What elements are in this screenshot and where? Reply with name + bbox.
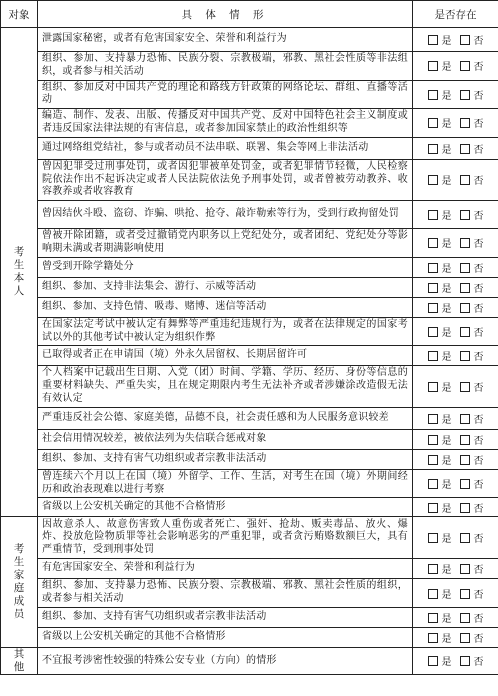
yes-label: 是	[441, 62, 452, 74]
section-label-text: 其他	[13, 647, 25, 673]
yes-checkbox[interactable]	[428, 589, 438, 599]
yes-checkbox[interactable]	[428, 327, 438, 337]
exist-options	[413, 627, 498, 647]
yes-checkbox[interactable]	[428, 613, 438, 623]
situation-text: 有危害国家安全、荣誉和利益行为	[38, 559, 413, 579]
situation-text: 曾因犯罪受过刑事处罚，或者因犯罪被单处罚金，或者犯罪情节轻微，人民检察院依法作出不起诉决定或者人民法院依法免予刑事处罚，或者曾被劳动教养、收容教养或者收容教育	[38, 159, 413, 200]
no-label: 否	[473, 119, 484, 131]
exist-options	[413, 80, 498, 109]
no-checkbox[interactable]	[460, 61, 470, 71]
yes-label: 是	[441, 90, 452, 102]
table-row	[1, 137, 498, 159]
situation-text: 组织、参加、支持暴力恐怖、民族分裂、宗教极端，邪教、黑社会性质等非法组织，或者参与相关活动	[38, 52, 413, 81]
no-label: 否	[473, 36, 484, 47]
header-object: 对象	[1, 1, 38, 28]
no-checkbox[interactable]	[460, 327, 470, 337]
no-label: 否	[473, 503, 484, 515]
yes-checkbox[interactable]	[428, 435, 438, 445]
no-label: 否	[473, 283, 484, 295]
no-checkbox[interactable]	[460, 35, 470, 45]
yes-checkbox[interactable]	[428, 175, 438, 185]
situation-text: 社会信用情况较差，被依法列为失信联合惩戒对象	[38, 429, 413, 449]
yes-label: 是	[441, 633, 452, 645]
yes-label: 是	[441, 455, 452, 467]
no-label: 否	[473, 435, 484, 447]
table-row	[1, 109, 498, 138]
no-label: 否	[473, 534, 484, 546]
no-label: 否	[473, 328, 484, 340]
yes-label: 是	[441, 414, 452, 426]
yes-checkbox[interactable]	[428, 533, 438, 543]
situation-text: 省级以上公安机关确定的其他不合格情形	[38, 498, 413, 517]
table-row	[1, 28, 498, 52]
yes-label: 是	[441, 352, 452, 364]
no-label: 否	[473, 414, 484, 426]
yes-checkbox[interactable]	[428, 351, 438, 361]
no-label: 否	[473, 455, 484, 467]
yes-label: 是	[441, 480, 452, 492]
yes-checkbox[interactable]	[428, 633, 438, 643]
no-checkbox[interactable]	[460, 533, 470, 543]
yes-label: 是	[441, 303, 452, 315]
no-label: 否	[473, 303, 484, 315]
no-label: 否	[473, 211, 484, 223]
situation-text: 组织、参加反对中国共产党的理论和路线方针政策的网络论坛、群组、直播等活动	[38, 80, 413, 109]
situation-text: 在国家法定考试中被认定有舞弊等严重违纪违规行为，或者在法律规定的国家考试以外的其他考试中被认定为组织作弊	[38, 317, 413, 346]
no-checkbox[interactable]	[460, 118, 470, 128]
exist-options	[413, 201, 498, 229]
yes-checkbox[interactable]	[428, 238, 438, 248]
yes-label: 是	[441, 144, 452, 156]
exist-options	[413, 407, 498, 429]
no-checkbox[interactable]	[460, 589, 470, 599]
yes-checkbox[interactable]	[428, 118, 438, 128]
no-checkbox[interactable]	[460, 303, 470, 313]
no-checkbox[interactable]	[460, 283, 470, 293]
no-checkbox[interactable]	[460, 351, 470, 361]
situation-text: 严重违反社会公德、家庭美德，品德不良，社会责任感和为人民服务意识较差	[38, 407, 413, 429]
yes-checkbox[interactable]	[428, 414, 438, 424]
yes-label: 是	[441, 263, 452, 275]
no-label: 否	[473, 176, 484, 188]
yes-label: 是	[441, 211, 452, 223]
no-label: 否	[473, 62, 484, 74]
no-label: 否	[473, 263, 484, 275]
yes-checkbox[interactable]	[428, 382, 438, 392]
yes-checkbox[interactable]	[428, 263, 438, 273]
yes-checkbox[interactable]	[428, 455, 438, 465]
header-content-label: 具 体 情 形	[181, 8, 269, 21]
header-exist: 是否存在	[413, 1, 498, 28]
situation-text: 个人档案中记载出生日期、入党（团）时间、学籍、学历、经历、身份等信息的重要材料缺失、严重失实，且在规定期限内考生无法补齐或者涉嫌涂改造假无法有效认定	[38, 366, 413, 407]
no-label: 否	[473, 90, 484, 102]
situation-text: 曾被开除团籍，或者受过撤销党内职务以上党纪处分，或者团纪、党纪处分等影响期未满或者期满影响使用	[38, 229, 413, 258]
exist-options	[413, 366, 498, 407]
table-row	[1, 229, 498, 258]
no-checkbox[interactable]	[460, 414, 470, 424]
yes-checkbox[interactable]	[428, 144, 438, 154]
no-label: 否	[473, 239, 484, 251]
table-row	[1, 80, 498, 109]
table-row	[1, 297, 498, 317]
situation-text: 组织、参加、支持暴力恐怖、民族分裂、宗教极端、邪教、黑社会性质的组织，或者参与相关活动	[38, 579, 413, 608]
situation-text: 已取得或者正在申请国（境）外永久居留权、长期居留许可	[38, 346, 413, 366]
situation-text: 组织、参加、支持有害气功组织或者宗教非法活动	[38, 449, 413, 469]
no-checkbox[interactable]	[460, 564, 470, 574]
exist-options	[413, 607, 498, 627]
situation-text: 通过网络组党结社，参与或者动员不法串联、联署、集会等网上非法活动	[38, 137, 413, 159]
table-row	[1, 257, 498, 277]
no-label: 否	[473, 480, 484, 492]
yes-label: 是	[441, 503, 452, 515]
exist-options	[413, 52, 498, 81]
yes-checkbox[interactable]	[428, 90, 438, 100]
yes-label: 是	[441, 239, 452, 251]
table-row	[1, 429, 498, 449]
table-row	[1, 52, 498, 81]
no-checkbox[interactable]	[460, 90, 470, 100]
situation-text: 曾受到开除学籍处分	[38, 257, 413, 277]
yes-label: 是	[441, 383, 452, 395]
yes-label: 是	[441, 36, 452, 47]
yes-label: 是	[441, 565, 452, 577]
situation-text: 组织、参加、支持非法集会、游行、示威等活动	[38, 277, 413, 297]
table-row	[1, 159, 498, 200]
header-content	[38, 1, 413, 28]
exist-options	[413, 109, 498, 138]
yes-label: 是	[441, 613, 452, 625]
yes-checkbox[interactable]	[428, 479, 438, 489]
no-label: 否	[473, 383, 484, 395]
exist-options	[413, 517, 498, 559]
yes-checkbox[interactable]	[428, 210, 438, 220]
exist-options	[413, 229, 498, 258]
table-row	[1, 201, 498, 229]
table-row	[1, 517, 498, 559]
no-checkbox[interactable]	[460, 175, 470, 185]
situation-text: 曾连续六个月以上在国（境）外留学、工作、生活，对考生在国（境）外期间经历和政治表现难以进行考察	[38, 469, 413, 498]
exist-options	[413, 346, 498, 366]
no-checkbox[interactable]	[460, 633, 470, 643]
exist-options	[413, 429, 498, 449]
table-row	[1, 407, 498, 429]
table-row	[1, 647, 498, 674]
no-label: 否	[473, 565, 484, 577]
yes-checkbox[interactable]	[428, 35, 438, 45]
exist-options	[413, 28, 498, 52]
no-label: 否	[473, 352, 484, 364]
table-row	[1, 317, 498, 346]
exist-options	[413, 317, 498, 346]
no-checkbox[interactable]	[460, 656, 470, 666]
yes-checkbox[interactable]	[428, 283, 438, 293]
yes-label: 是	[441, 657, 452, 669]
situation-text: 组织、参加、支持有害气功组织或者宗教非法活动	[38, 607, 413, 627]
no-checkbox[interactable]	[460, 263, 470, 273]
no-label: 否	[473, 589, 484, 601]
table-row	[1, 366, 498, 407]
section-label	[1, 517, 38, 648]
exist-options	[413, 257, 498, 277]
yes-checkbox[interactable]	[428, 656, 438, 666]
no-checkbox[interactable]	[460, 435, 470, 445]
situation-text: 省级以上公安机关确定的其他不合格情形	[38, 627, 413, 647]
table-row	[1, 469, 498, 498]
table-row	[1, 559, 498, 579]
yes-label: 是	[441, 589, 452, 601]
exist-options	[413, 277, 498, 297]
section-label-text: 考生本人	[13, 246, 25, 298]
no-label: 否	[473, 633, 484, 645]
exist-options	[413, 647, 498, 674]
situation-text: 曾因结伙斗殴、盗窃、诈骗、哄抢、抢夺、敲诈勒索等行为，受到行政拘留处罚	[38, 201, 413, 229]
no-checkbox[interactable]	[460, 382, 470, 392]
no-label: 否	[473, 657, 484, 669]
no-label: 否	[473, 613, 484, 625]
section-label-text: 考生家庭成员	[13, 543, 25, 621]
situation-text: 不宜报考涉密性较强的特殊公安专业（方向）的情形	[38, 647, 413, 674]
yes-label: 是	[441, 176, 452, 188]
yes-checkbox[interactable]	[428, 303, 438, 313]
exist-options	[413, 159, 498, 200]
no-checkbox[interactable]	[460, 479, 470, 489]
section-label	[1, 28, 38, 517]
no-checkbox[interactable]	[460, 210, 470, 220]
no-checkbox[interactable]	[460, 238, 470, 248]
yes-label: 是	[441, 119, 452, 131]
section-label	[1, 647, 38, 674]
table-row	[1, 346, 498, 366]
exist-options	[413, 469, 498, 498]
yes-checkbox[interactable]	[428, 564, 438, 574]
table-body	[1, 28, 498, 675]
table-row	[1, 277, 498, 297]
yes-label: 是	[441, 328, 452, 340]
table-row	[1, 607, 498, 627]
no-label: 否	[473, 144, 484, 156]
table-row	[1, 579, 498, 608]
no-checkbox[interactable]	[460, 503, 470, 513]
yes-label: 是	[441, 435, 452, 447]
table-row	[1, 449, 498, 469]
yes-label: 是	[441, 283, 452, 295]
situation-text: 泄露国家秘密，或者有危害国家安全、荣誉和利益行为	[38, 28, 413, 52]
table-header-row	[1, 1, 498, 28]
situation-text: 因故意杀人、故意伤害致人重伤或者死亡、强奸、抢劫、贩卖毒品、放火、爆炸、投放危险物质罪等社会影响恶劣的严重犯罪，或者贪污贿赂数额巨大，具有严重情节，受到刑事处罚	[38, 517, 413, 559]
yes-checkbox[interactable]	[428, 61, 438, 71]
table-row	[1, 498, 498, 517]
exist-options	[413, 297, 498, 317]
no-checkbox[interactable]	[460, 613, 470, 623]
yes-checkbox[interactable]	[428, 503, 438, 513]
exist-options	[413, 498, 498, 517]
no-checkbox[interactable]	[460, 455, 470, 465]
exist-options	[413, 449, 498, 469]
exist-options	[413, 137, 498, 159]
exist-options	[413, 579, 498, 608]
yes-label: 是	[441, 534, 452, 546]
situation-text: 编造、制作、发表、出版、传播反对中国共产党、反对中国特色社会主义制度或者违反国家法律法规的有害信息，或者参加国家禁止的政治性组织等	[38, 109, 413, 138]
exist-options	[413, 559, 498, 579]
situation-text: 组织、参加、支持色情、吸毒、赌博、迷信等活动	[38, 297, 413, 317]
table-row	[1, 627, 498, 647]
no-checkbox[interactable]	[460, 144, 470, 154]
